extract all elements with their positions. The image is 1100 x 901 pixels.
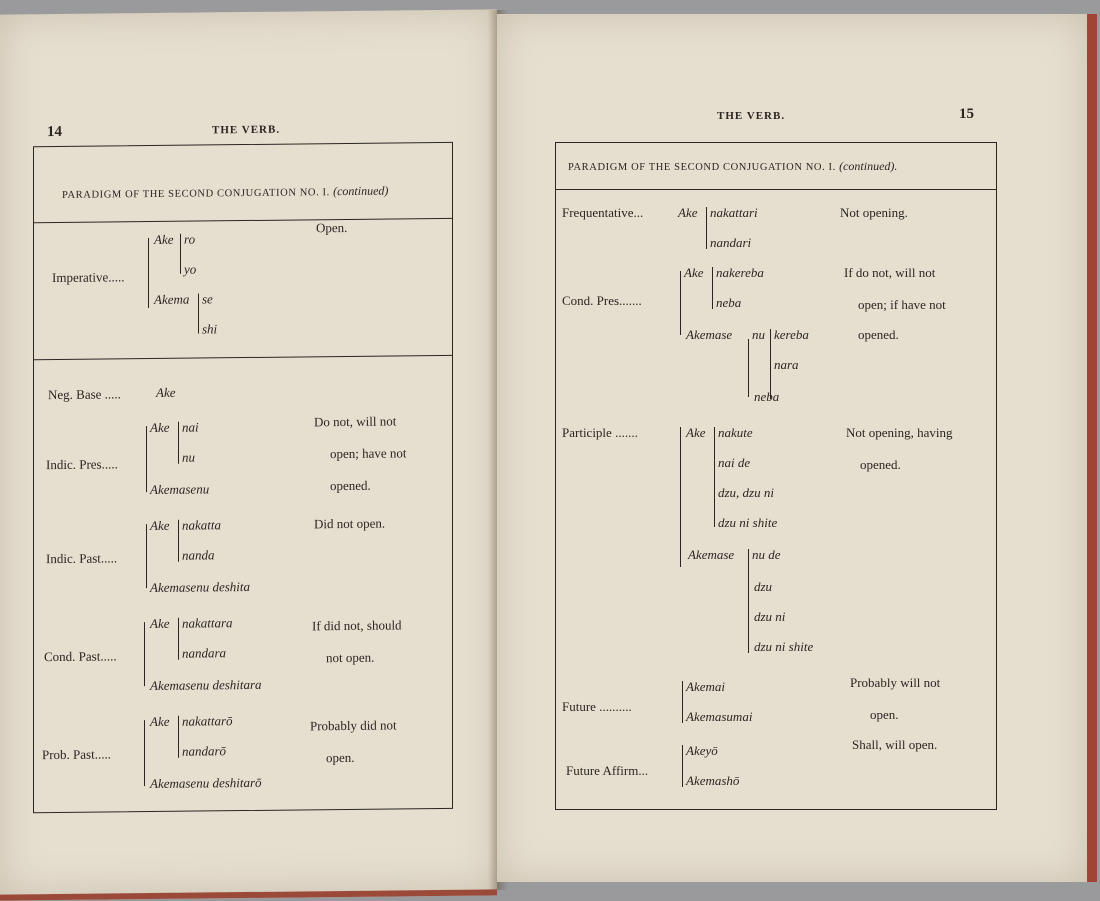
meaning: opened.: [330, 477, 371, 494]
brace: [198, 294, 199, 334]
form-label: Frequentative...: [562, 205, 644, 220]
brace: [148, 238, 149, 308]
form-label: Participle .......: [562, 425, 638, 440]
ending: neba: [716, 295, 742, 310]
long-form: Akemasenu deshita: [150, 578, 251, 596]
table-heading: PARADIGM OF THE SECOND CONJUGATION NO. I. (continued).: [568, 159, 898, 173]
brace: [178, 520, 179, 562]
form-label: Cond. Past.....: [44, 648, 117, 665]
long-form: Akemasenu deshitarō: [150, 774, 262, 792]
brace: [144, 622, 145, 686]
brace: [682, 681, 683, 723]
ending: nakute: [718, 425, 753, 440]
brace: [706, 207, 707, 249]
ending: nu: [752, 327, 765, 342]
meaning: not open.: [326, 649, 375, 666]
brace: [682, 745, 683, 787]
ending: Akemashō: [686, 773, 740, 788]
meaning: opened.: [858, 327, 899, 342]
long-form: Akemasenu deshitara: [150, 676, 262, 694]
divider: [34, 355, 452, 360]
ending: nakattara: [182, 615, 233, 631]
long-form: Akemasenu: [150, 481, 210, 498]
page-number: 15: [959, 106, 974, 122]
ending: nandari: [710, 235, 752, 250]
running-head: THE VERB.: [717, 110, 786, 122]
ending: se: [202, 291, 213, 307]
stem: Ake: [678, 205, 698, 220]
brace: [146, 524, 147, 588]
ending: nakereba: [716, 265, 764, 280]
stem: Ake: [156, 384, 176, 400]
ending: Akemai: [686, 679, 725, 694]
meaning: open.: [326, 749, 355, 766]
ending: nakatta: [182, 517, 221, 533]
form-label: Imperative.....: [52, 269, 125, 286]
ending: dzu, dzu ni: [718, 485, 774, 500]
brace: [748, 339, 749, 397]
brace: [680, 271, 681, 335]
stem: Ake: [684, 265, 704, 280]
stem: Ake: [150, 419, 170, 436]
form-label: Indic. Pres.....: [46, 456, 118, 473]
page-number: 14: [47, 123, 62, 141]
meaning: open; have not: [330, 445, 407, 462]
right-page: [497, 14, 1097, 882]
divider: [34, 218, 452, 223]
brace: [748, 549, 749, 653]
stem: Ake: [150, 713, 170, 730]
ending: dzu ni shite: [754, 639, 814, 654]
ending: nara: [774, 357, 799, 372]
meaning: opened.: [860, 457, 901, 472]
meaning: Not opening.: [840, 205, 908, 220]
form-label: Cond. Pres.......: [562, 293, 642, 308]
paradigm-table: [33, 142, 453, 813]
running-head: THE VERB.: [212, 123, 281, 137]
form-label: Future Affirm...: [566, 763, 649, 778]
ending: Akeyō: [686, 743, 718, 758]
ending: dzu ni shite: [718, 515, 778, 530]
stem: Akema: [154, 291, 190, 307]
stem: Ake: [150, 615, 170, 632]
form-label: Future ..........: [562, 699, 632, 714]
divider: [556, 189, 996, 190]
meaning: If do not, will not: [844, 265, 936, 280]
brace: [178, 422, 179, 464]
ending: nu de: [752, 547, 781, 562]
brace: [180, 234, 181, 274]
ending: nandara: [182, 645, 227, 661]
brace: [146, 426, 147, 492]
ending: dzu ni: [754, 609, 786, 624]
ending: nakattarō: [182, 713, 233, 729]
meaning: Probably will not: [850, 675, 941, 690]
ending: Akemasumai: [686, 709, 753, 724]
ending: nu: [182, 449, 195, 465]
stem: Akemase: [686, 327, 733, 342]
stem: Ake: [686, 425, 706, 440]
ending: nandarō: [182, 743, 227, 759]
ending: neba: [754, 389, 780, 404]
brace: [178, 716, 179, 758]
meaning: open.: [870, 707, 899, 722]
brace: [178, 618, 179, 660]
meaning: If did not, should: [312, 617, 402, 634]
form-label: Neg. Base .....: [48, 386, 121, 403]
ending: dzu: [754, 579, 773, 594]
meaning: Did not open.: [314, 515, 386, 532]
meaning: Open.: [316, 219, 348, 236]
stem: Ake: [150, 517, 170, 534]
ending: nanda: [182, 547, 215, 563]
stem: Akemase: [688, 547, 735, 562]
meaning: Shall, will open.: [852, 737, 938, 752]
brace: [714, 427, 715, 527]
form-label: Indic. Past.....: [46, 550, 118, 567]
ending: yo: [184, 261, 197, 277]
table-heading: PARADIGM OF THE SECOND CONJUGATION NO. I. (continued): [62, 183, 389, 201]
ending: nai: [182, 419, 199, 435]
ending: nakattari: [710, 205, 758, 220]
left-page: [0, 9, 497, 900]
ending: nai de: [718, 455, 751, 470]
paradigm-table: [555, 142, 997, 810]
meaning: open; if have not: [858, 297, 946, 312]
stem: Ake: [154, 231, 174, 247]
brace: [144, 720, 145, 786]
meaning: Not opening, having: [846, 425, 953, 440]
ending: ro: [184, 231, 196, 247]
ending: kereba: [774, 327, 809, 342]
form-label: Prob. Past.....: [42, 746, 111, 763]
ending: shi: [202, 321, 218, 337]
meaning: Probably did not: [310, 717, 397, 734]
meaning: Do not, will not: [314, 413, 397, 430]
brace: [712, 267, 713, 309]
brace: [680, 427, 681, 567]
